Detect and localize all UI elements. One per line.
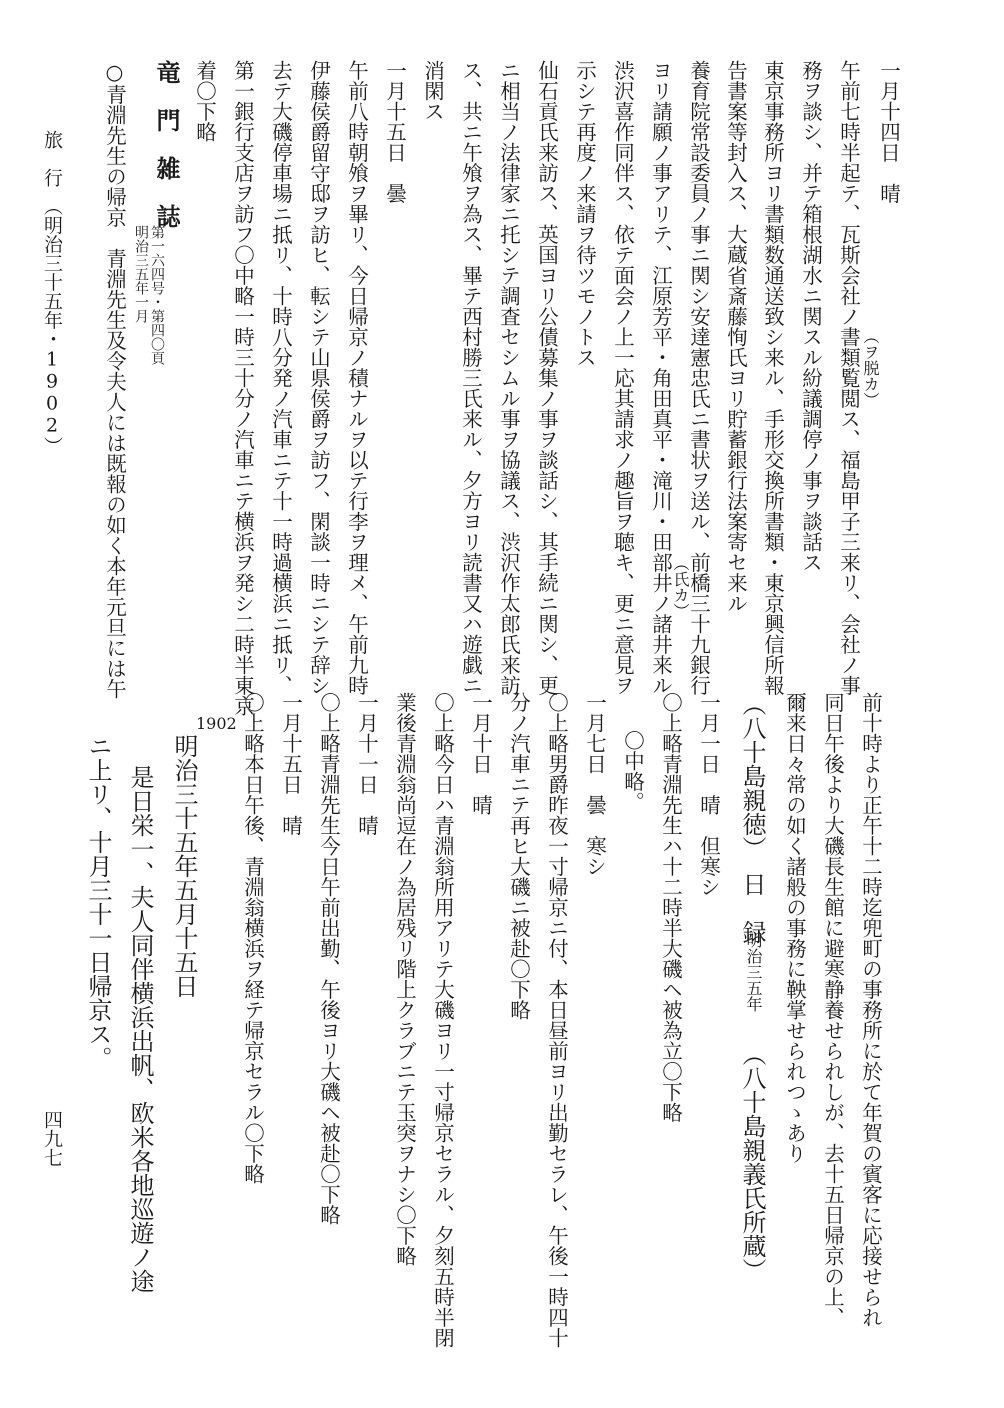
text-column: 〇中略。 xyxy=(620,730,645,812)
text-column: 示シテ再度ノ来請ヲ待ツモノトス xyxy=(572,60,597,368)
entry-date-jan15: 一月十五日 曇 xyxy=(382,60,407,204)
editorial-note: （氏カ） xyxy=(671,555,690,619)
year-marker: 1902 xyxy=(196,714,237,733)
text-column: 仙石貢氏来訪ス、英国ヨリ公債募集ノ事ヲ談話シ、其手続ニ関シ、更 xyxy=(534,60,559,696)
page-number: 四九七 xyxy=(41,1110,63,1167)
running-header: 旅 行 （明治三十五年・1902） xyxy=(41,130,63,456)
text-column: ニ相当ノ法律家ニ托シテ調査セシムル事ヲ協議ス、渋沢作太郎氏来訪 xyxy=(496,60,521,696)
text-column: 告書案等封入ス、大蔵省斎藤恂氏ヨリ貯蓄銀行法案寄セ来ル xyxy=(723,60,748,614)
text-column: 〇上略青淵先生ハ十二時半大磯ヘ被為立〇下略 xyxy=(658,692,683,1123)
text-column: 第一銀行支店ヲ訪フ〇中略一時三十分ノ汽車ニテ横浜ヲ発シ二時半東京 xyxy=(230,60,255,716)
entry-date: 一月十五日 晴 xyxy=(278,692,303,836)
text-column: 〇上略青淵先生今日午前出勤、午後ヨリ大磯ヘ被赴〇下略 xyxy=(316,692,341,1225)
text-column: ニ上リ、十月三十一日帰京ス。 xyxy=(84,734,112,1070)
source-diary-year: 明治三五年 xyxy=(744,932,763,1012)
text-column: 午前八時朝飧ヲ畢リ、今日帰京ノ積ナルヲ以テ行李ヲ理メ、午前九時 xyxy=(344,60,369,696)
date-heading: 明治三十五年五月十五日 xyxy=(170,734,198,998)
text-column: 渋沢喜作同伴ス、依テ面会ノ上一応其請求ノ趣旨ヲ聴キ、更ニ意見ヲ xyxy=(610,60,635,696)
text-column: 前十時より正午十二時迄兜町の事務所に於て年賀の賓客に応接せられ xyxy=(858,692,883,1328)
source-issue: 第一六四号・第四〇頁 xyxy=(149,225,165,365)
source-title: 竜 門 雑 誌 xyxy=(152,60,181,228)
text-column: 去テ大磯停車場ニ抵リ、十時八分発ノ汽車ニテ十一時過横浜ニ抵リ、 xyxy=(268,60,293,696)
text-column: 分ノ汽車ニテ再ヒ大磯ニ被赴〇下略 xyxy=(506,692,531,1020)
text-column: 東京事務所ヨリ書類数通送致シ来ル、手形交換所書類・東京興信所報 xyxy=(760,60,785,696)
source-holder: （八十島親義氏所蔵） xyxy=(738,1042,766,1282)
editorial-note: （ヲ脱カ） xyxy=(861,328,880,408)
text-column: 同日午後より大磯長生館に避寒静養せられしが、去十五日帰京の上、 xyxy=(820,692,845,1328)
text-column: 務ヲ談シ、并テ箱根湖水ニ関スル紛議調停ノ事ヲ談話ス xyxy=(798,60,823,573)
text-column: 〇上略本日午後、青淵翁横浜ヲ経テ帰京セラル〇下略 xyxy=(240,692,265,1184)
text-column: 消閑ス xyxy=(420,60,445,122)
text-column: 業後青淵翁尚逗在ノ為居残リ階上クラブニテ玉突ヲナシ〇下略 xyxy=(392,692,417,1266)
text-column: ス、共ニ午飧ヲ為ス、畢テ西村勝三氏来ル、夕方ヨリ読書又ハ遊戯ニ xyxy=(458,60,483,696)
text-column: 着〇下略 xyxy=(192,60,217,142)
text-column: 伊藤侯爵留守邸ヲ訪ヒ、転シテ山県侯爵ヲ訪フ、閑談一時ニシテ辞シ xyxy=(306,60,331,696)
entry-date: 一月十日 晴 xyxy=(468,692,493,815)
text-column: 爾来日々常の如く諸般の事務に鞅掌せられつゝあり xyxy=(782,692,807,1164)
entry-date: 一月七日 曇 寒シ xyxy=(582,692,607,877)
text-column: 〇上略男爵昨夜一寸帰京ニ付、本日昼前ヨリ出勤セラレ、午後一時四十 xyxy=(544,692,569,1348)
text-column: ヨリ請願ノ事アリテ、江原芳平・角田真平・滝川・田部井ノ諸井来ル xyxy=(648,60,673,696)
text-column: ○青淵先生の帰京 青淵先生及令夫人には既報の如く本年元旦には午 xyxy=(102,60,127,699)
entry-date: 一月十一日 晴 xyxy=(354,692,379,836)
text-column: 〇上略今日ハ青淵翁所用アリテ大磯ヨリ一寸帰京セラル、夕刻五時半閉 xyxy=(430,692,455,1348)
source-date: 明治三五年一月 xyxy=(133,225,149,323)
text-column: 午前七時半起テ、瓦斯会社ノ書類覧閲ス、福島甲子三来リ、会社ノ事 xyxy=(836,60,861,696)
entry-date: 一月一日 晴 但寒シ xyxy=(696,692,721,897)
text-column: 養育院常設委員ノ事ニ関シ安達憲忠氏ニ書状ヲ送ル、前橋三十九銀行 xyxy=(686,60,711,696)
entry-date-jan14: 一月十四日 晴 xyxy=(876,60,901,204)
text-column: 是日栄一、夫人同伴横浜出帆、欧米各地巡遊ノ途 xyxy=(126,765,154,1293)
source-diary-title: （八十島親徳） 日 録 xyxy=(738,692,766,944)
